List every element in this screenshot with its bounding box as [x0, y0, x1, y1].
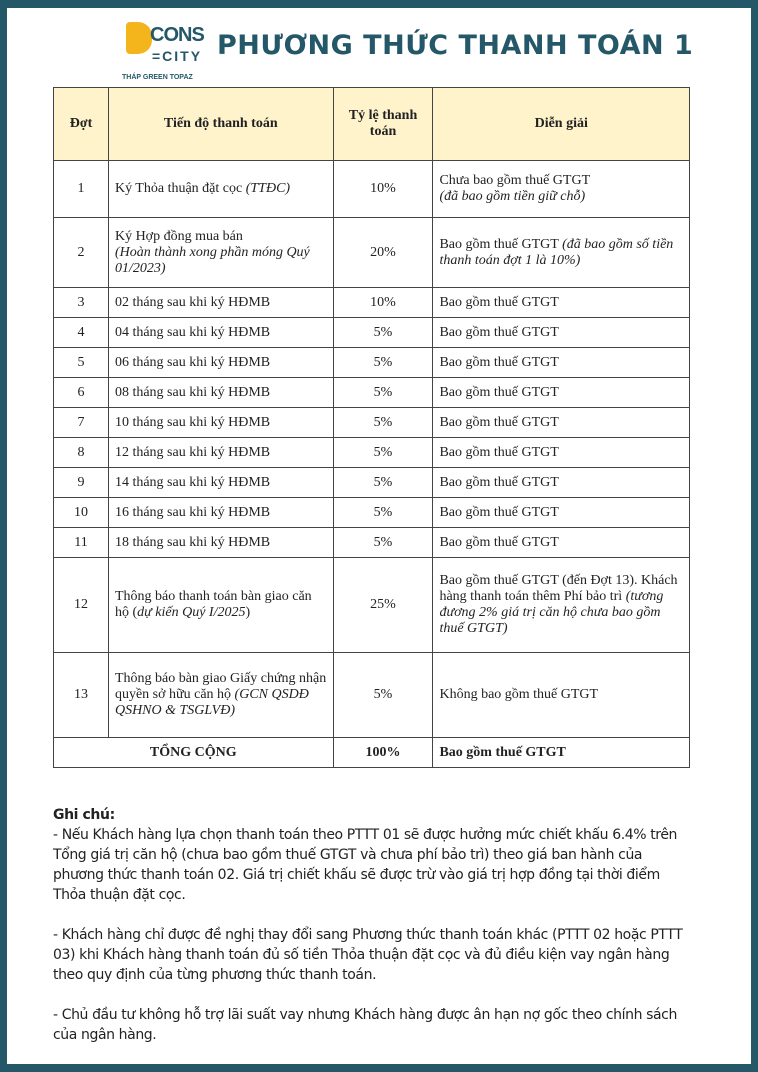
text: 7 [77, 414, 85, 430]
text: 5% [373, 687, 393, 702]
italic-text: dự kiến Quý I/2025 [137, 605, 246, 620]
progress-cell [108, 288, 333, 318]
text: 5% [373, 534, 393, 550]
table-row [54, 288, 690, 318]
text: 8 [77, 444, 85, 460]
text: 25% [370, 597, 396, 612]
table-row [54, 218, 690, 288]
text: Bao gồm thuế GTGT [439, 414, 559, 430]
dot-cell [54, 528, 109, 558]
progress-cell [108, 438, 333, 468]
logo-cons: CONS [150, 24, 204, 46]
description-cell [433, 498, 690, 528]
note-1: - Nếu Khách hàng lựa chọn thanh toán theo PTTT 01 sẽ được hưởng mức chiết khấu 6.4% trên Tổng giá trị căn hộ (chưa bao gồm thuế GTGT và chưa phí bảo trì) theo giá ban hành của phương thức thanh toán 02. Giá trị chiết khấu sẽ được trừ vào giá trị hợp đồng tại thời điểm Thỏa thuận đặt cọc. [53, 827, 678, 903]
text: 20% [370, 244, 396, 260]
text: Thông báo bàn giao Giấy chứng nhận quyền sở hữu căn hộ [114, 671, 327, 702]
italic-text: (GCN QSDĐ QSHNO & TSGLVĐ) [114, 687, 309, 718]
page-title: PHƯƠNG THỨC THANH TOÁN 1 [217, 30, 694, 61]
dot-cell [54, 438, 109, 468]
table-row [54, 498, 690, 528]
text: 18 tháng sau khi ký HĐMB [114, 534, 271, 550]
progress-cell [108, 378, 333, 408]
text: 5% [373, 504, 393, 520]
text: 2 [77, 244, 85, 260]
description-cell [433, 408, 690, 438]
text: 02 tháng sau khi ký HĐMB [114, 294, 271, 310]
description-cell [433, 218, 690, 288]
note-3: - Chủ đầu tư không hỗ trợ lãi suất vay nhưng Khách hàng được ân hạn nợ gốc theo chính sách của ngân hàng. [53, 1007, 677, 1043]
text: Bao gồm thuế GTGT [439, 444, 559, 460]
table-row [54, 653, 690, 738]
text: 06 tháng sau khi ký HĐMB [114, 354, 271, 370]
column-header: Đợt [54, 88, 109, 161]
text: 08 tháng sau khi ký HĐMB [114, 384, 271, 400]
text: Bao gồm thuế GTGT [439, 534, 559, 550]
rate-cell [333, 468, 433, 498]
description-cell [433, 378, 690, 408]
text: Bao gồm thuế GTGT [439, 474, 559, 490]
progress-cell [108, 318, 333, 348]
italic-text: (đã bao gồm số tiền thanh toán đợt 1 là 10%) [439, 236, 674, 268]
dot-cell [54, 408, 109, 438]
dot-cell [54, 378, 109, 408]
table-row [54, 558, 690, 653]
progress-cell [108, 468, 333, 498]
text: 10% [370, 181, 396, 196]
text: 3 [77, 294, 85, 310]
rate-cell [333, 348, 433, 378]
text: Thông báo thanh toán bàn giao căn hộ ( [114, 589, 312, 620]
total-row [54, 738, 690, 768]
text: Bao gồm thuế GTGT [439, 384, 559, 400]
rate-cell [333, 161, 433, 218]
dot-cell [54, 288, 109, 318]
rate-cell [333, 408, 433, 438]
progress-cell [108, 528, 333, 558]
dot-cell [54, 468, 109, 498]
column-header: Tỷ lệ thanh toán [333, 88, 433, 161]
text: Không bao gồm thuế GTGT [439, 687, 599, 702]
text: 10% [370, 294, 396, 310]
italic-text: (TTĐC) [245, 181, 291, 196]
table-row [54, 408, 690, 438]
logo-mark [126, 22, 152, 54]
text: Bao gồm thuế GTGT (đến Đợt 13). Khách hàng thanh toán thêm Phí bảo trì [439, 573, 678, 604]
text: 5% [373, 414, 393, 430]
text: 10 tháng sau khi ký HĐMB [114, 414, 271, 430]
progress-cell [108, 161, 333, 218]
rate-cell [333, 288, 433, 318]
total-label: TỔNG CỘNG [54, 738, 334, 768]
text: 5% [373, 474, 393, 490]
description-cell [433, 528, 690, 558]
total-rate: 100% [333, 738, 433, 768]
rate-cell [333, 438, 433, 468]
progress-cell [108, 558, 333, 653]
logo-sub: THÁP GREEN TOPAZ [122, 74, 193, 81]
progress-cell [108, 408, 333, 438]
rate-cell [333, 528, 433, 558]
description-cell [433, 438, 690, 468]
text: 13 [73, 687, 88, 702]
text: 12 [73, 597, 88, 612]
dot-cell [54, 348, 109, 378]
table-row [54, 161, 690, 218]
text: 5% [373, 444, 393, 460]
text: Bao gồm thuế GTGT [439, 324, 559, 340]
column-header: Diễn giải [433, 88, 690, 161]
logo-city: =CITY [152, 48, 203, 64]
progress-cell [108, 653, 333, 738]
dot-cell [54, 558, 109, 653]
text: 1 [77, 181, 85, 196]
text: Bao gồm thuế GTGT [439, 504, 559, 520]
description-cell [433, 288, 690, 318]
note-2: - Khách hàng chỉ được đề nghị thay đổi sang Phương thức thanh toán khác (PTTT 02 hoặc PTTT 03) khi Khách hàng thanh toán đủ số tiền Thỏa thuận đặt cọc và đủ điều kiện vay ngân hàng theo quy định của từng phương thức thanh toán. [53, 927, 683, 983]
text: 16 tháng sau khi ký HĐMB [114, 504, 271, 520]
rate-cell [333, 498, 433, 528]
table-row [54, 378, 690, 408]
total-description: Bao gồm thuế GTGT [433, 738, 690, 768]
progress-cell [108, 218, 333, 288]
table-row [54, 318, 690, 348]
progress-cell [108, 498, 333, 528]
description-cell [433, 653, 690, 738]
rate-cell [333, 218, 433, 288]
dot-cell [54, 161, 109, 218]
description-cell [433, 468, 690, 498]
table-row [54, 438, 690, 468]
text: 12 tháng sau khi ký HĐMB [114, 444, 271, 460]
column-header: Tiến độ thanh toán [108, 88, 333, 161]
notes [53, 805, 693, 1065]
logo [122, 18, 212, 84]
text: 5% [373, 324, 393, 340]
table-row [54, 348, 690, 378]
text: Ký Thỏa thuận đặt cọc [114, 181, 246, 196]
text: 6 [77, 384, 85, 400]
payment-table [53, 87, 690, 768]
rate-cell [333, 378, 433, 408]
text: 04 tháng sau khi ký HĐMB [114, 324, 271, 340]
rate-cell [333, 653, 433, 738]
dot-cell [54, 218, 109, 288]
rate-cell [333, 558, 433, 653]
description-cell [433, 558, 690, 653]
text: Chưa bao gồm thuế GTGT [439, 173, 591, 188]
table-row [54, 468, 690, 498]
rate-cell [333, 318, 433, 348]
text: 4 [77, 324, 85, 340]
text: Bao gồm thuế GTGT [439, 236, 563, 252]
dot-cell [54, 653, 109, 738]
description-cell [433, 161, 690, 218]
progress-cell [108, 348, 333, 378]
text: Bao gồm thuế GTGT [439, 294, 559, 310]
text: Ký Hợp đồng mua bán [114, 228, 243, 244]
text: 9 [77, 474, 85, 490]
description-cell [433, 318, 690, 348]
text: 5% [373, 354, 393, 370]
text: ) [245, 605, 251, 620]
dot-cell [54, 498, 109, 528]
italic-text: (tương đương 2% giá trị căn hộ chưa bao gồm thuế GTGT) [439, 589, 664, 636]
table-row [54, 528, 690, 558]
text: Bao gồm thuế GTGT [439, 354, 559, 370]
text: 5 [77, 354, 85, 370]
italic-text: (Hoàn thành xong phần móng Quý 01/2023) [114, 244, 310, 276]
notes-heading: Ghi chú: [53, 807, 115, 823]
text: 11 [74, 534, 88, 550]
description-cell [433, 348, 690, 378]
text: 14 tháng sau khi ký HĐMB [114, 474, 271, 490]
text: 10 [73, 504, 88, 520]
text: 5% [373, 384, 393, 400]
italic-text: (đã bao gồm tiền giữ chỗ) [439, 189, 586, 204]
dot-cell [54, 318, 109, 348]
